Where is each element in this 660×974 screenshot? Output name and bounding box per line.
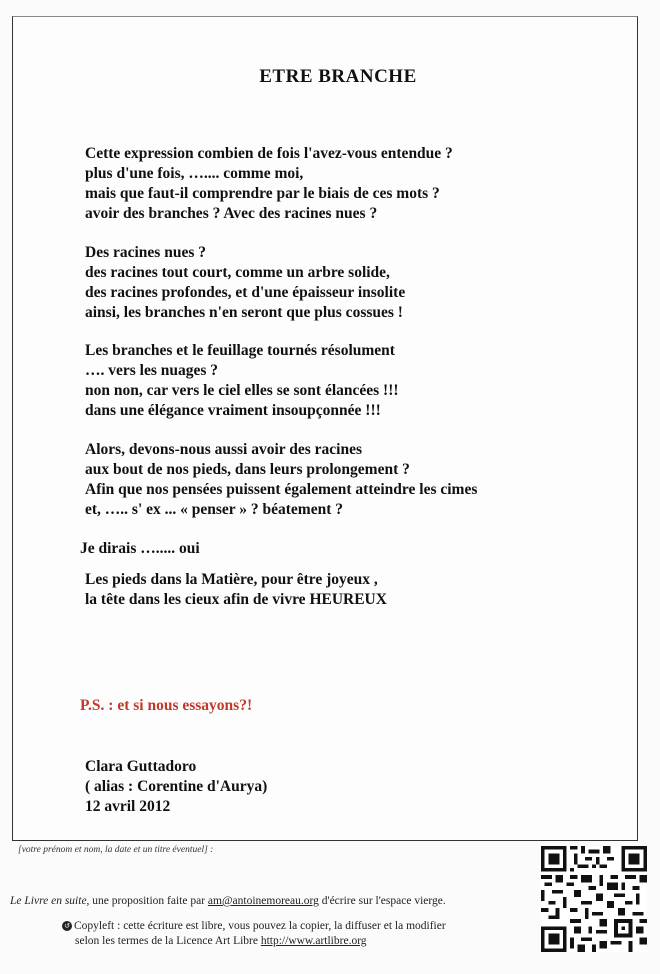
author-name: Clara Guttadoro <box>85 758 197 775</box>
poem-line: la tête dans les cieux afin de vivre HEUREUX <box>85 591 387 608</box>
poem-line: mais que faut-il comprendre par le biais de ces mots ? <box>85 185 440 202</box>
copyleft-line-1: Copyleft : cette écriture est libre, vous pouvez la copier, la diffuser et la modifier <box>74 920 446 932</box>
poem-line: Des racines nues ? <box>85 244 206 261</box>
form-hint: [votre prénom et nom, la date et un titre éventuel] : <box>18 845 214 855</box>
poem-date: 12 avril 2012 <box>85 798 171 815</box>
poem-line: plus d'une fois, ….... comme moi, <box>85 165 304 182</box>
poem-line: des racines tout court, comme un arbre solide, <box>85 264 390 281</box>
poem-line: ainsi, les branches n'en seront que plus cossues ! <box>85 304 403 321</box>
stanza-6 <box>85 570 387 610</box>
poem-line: Alors, devons-nous aussi avoir des racines <box>85 441 363 458</box>
poem-line: Cette expression combien de fois l'avez-vous entendue ? <box>85 145 453 162</box>
project-text: , une proposition faite par <box>86 895 208 907</box>
poem-title: ETRE BRANCHE <box>259 66 417 87</box>
poem-line: …. vers les nuages ? <box>85 362 219 379</box>
page-frame <box>12 16 638 841</box>
poem-line: Je dirais …..... oui <box>80 540 200 557</box>
stanza-3 <box>85 341 399 421</box>
poem-line: Les pieds dans la Matière, pour être joyeux , <box>85 571 378 588</box>
email-link[interactable]: am@antoinemoreau.org <box>207 895 319 907</box>
copyleft-note <box>62 919 446 949</box>
project-note <box>10 895 446 907</box>
poem-line: et, ….. s' ex ... « penser » ? béatement ? <box>85 501 344 518</box>
poem-line: avoir des branches ? Avec des racines nues ? <box>85 205 378 222</box>
license-link[interactable]: http://www.artlibre.org <box>260 935 367 947</box>
poem-line: des racines profondes, et d'une épaisseur insolite <box>85 284 406 301</box>
qr-code <box>540 846 648 952</box>
project-name: Le Livre en suite <box>10 895 87 907</box>
stanza-5 <box>80 539 200 559</box>
poem-line: non non, car vers le ciel elles se sont élancées !!! <box>85 382 399 399</box>
poem-line: aux bout de nos pieds, dans leurs prolongement ? <box>85 461 410 478</box>
poem-line: dans une élégance vraiment insoupçonnée !!! <box>85 402 381 419</box>
stanza-4 <box>85 440 477 520</box>
project-text-end: d'écrire sur l'espace vierge. <box>318 895 446 907</box>
signature <box>85 757 267 817</box>
copyleft-line-2: selon les termes de la Licence Art Libre <box>75 935 261 947</box>
poem-line: Afin que nos pensées puissent également atteindre les cimes <box>85 481 478 498</box>
stanza-1 <box>85 144 453 224</box>
poem-line: Les branches et le feuillage tournés résolument <box>85 342 395 359</box>
copyleft-icon: ↺ <box>62 921 72 931</box>
stanza-2 <box>85 243 405 323</box>
postscript: P.S. : et si nous essayons?! <box>80 697 253 714</box>
author-alias: ( alias : Corentine d'Aurya) <box>85 778 268 795</box>
